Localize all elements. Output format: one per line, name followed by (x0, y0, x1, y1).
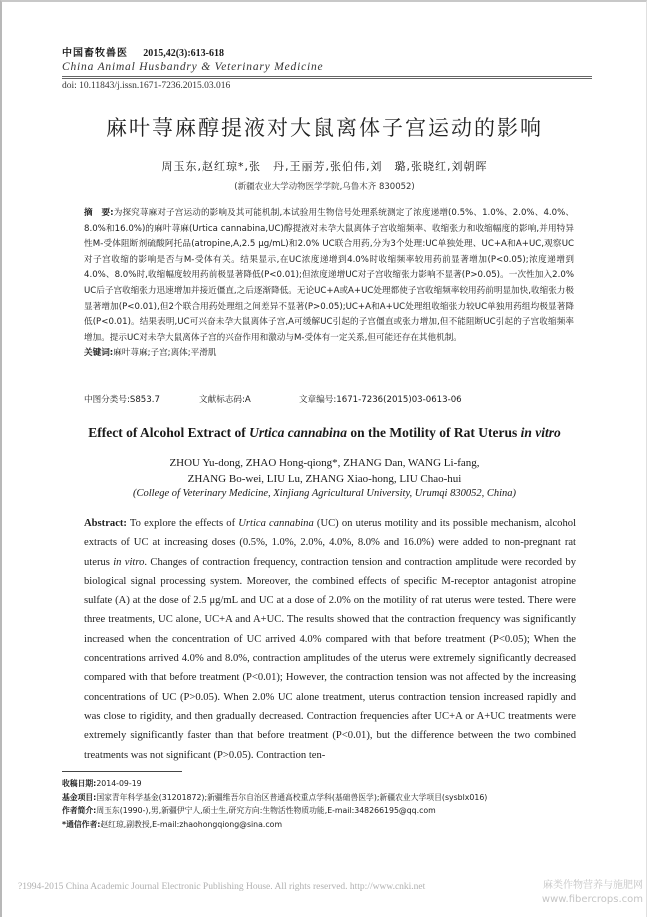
doc-code-value: A (244, 395, 251, 405)
abstract-en-text: (UC) on uterus motility and its possible mechanism, alcohol extracts of UC at increasing doses (0.5%, 1.0%, 2.0%, 4.0%, 8.0% and 16.0%) were added to non-pregnant rat uterus (84, 518, 577, 568)
affiliation-en: (College of Veterinary Medicine, Xinjiang Agricultural University, Urumqi 830052, China) (132, 488, 516, 499)
keywords-cn (84, 346, 574, 362)
title-en-invitro: in vitro (520, 425, 561, 440)
footnote-text: 周玉东(1990-),男,新疆伊宁人,硕士生,研究方向:生物活性物质功能,E-mail:348266195@qq.com (96, 806, 436, 816)
site-watermark (542, 879, 643, 907)
abstract-cn-label: 摘 要: (84, 208, 114, 218)
footnote-label: *通信作者: (62, 819, 101, 829)
title-en-species: Urtica cannabina (249, 425, 347, 440)
abstract-cn-text: 为探究荨麻对子宫运动的影响及其可能机制,本试验用生物信号处理系统测定了浓度递增(0.5%、1.0%、2.0%、4.0%、8.0%和16.0%)的麻叶荨麻(Urtica cannabina,UC)醇提液对未孕大鼠离体子宫收缩频率、收缩张力和收缩幅度的影响,并用特异性M-受体阻断剂硫酸阿托品(atropine,A,2.5 μg/mL)和2.0% UC联合用药,分为3个处理:UC单独处理、UC+A和A+UC,观察UC对子宫收缩的影响是否与M-受体有关。结果显示,在UC浓度递增到4.0%时收缩频率较用药前显著增加(P<0.05);浓度递增到4.0%、8.0%时,收缩幅度较用药前极显著降低(P<0.01);但浓度递增UC对子宫收缩张力影响不显著(P>0.05)。一次性加入2.0% UC后子宫收缩张力迅速增加并接近僵直,之后逐渐降低。无论UC+A或A+UC处理都使子宫收缩频率较用药前明显加快,收缩张力极显著增加(P<0.01),但2个联合用药处理组之间差异不显著(P>0.05);UC+A和A+UC处理组收缩张力较UC单独用药组均极显著降低(P<0.01)。结果表明,UC可兴奋未孕大鼠离体子宫,A可缓解UC引起的子宫僵直或张力增加,但不能阻断UC引起的子宫收缩频率增加。提示UC对未孕大鼠离体子宫的兴奋作用和激动与M-受体有一定关系,但可能还存在其他机制。 (84, 208, 575, 343)
article-number (299, 393, 462, 405)
footnote-rule (62, 771, 182, 772)
footnote-label: 作者简介: (62, 806, 97, 816)
footnotes (62, 777, 622, 831)
clc-label: 中图分类号: (84, 395, 130, 405)
footnote-label: 基金项目: (62, 792, 97, 802)
document-code (199, 393, 299, 405)
footnote-text: 国家青年科学基金(31201872);新疆维吾尔自治区普通高校重点学科(基础兽医学);新疆农业大学项目(sysblx016) (96, 792, 488, 802)
doc-code-label: 文献标志码: (199, 395, 245, 405)
header-rule (62, 76, 592, 79)
abstract-en-text: To explore the effects of (126, 518, 239, 529)
footnote-text: 2014-09-19 (96, 779, 142, 788)
journal-issue: 2015,42(3):613-618 (143, 48, 225, 59)
affiliation-cn: (新疆农业大学动物医学学院,乌鲁木齐 830052) (234, 182, 415, 192)
authors-en-line: ZHANG Bo-wei, LIU Lu, ZHANG Xiao-hong, LIU Chao-hui (187, 473, 462, 485)
title-cn: 麻叶荨麻醇提液对大鼠离体子宫运动的影响 (106, 116, 543, 140)
footnote-text: 赵红琼,副教授,E-mail:zhaohongqiong@sina.com (100, 819, 283, 829)
footnote-funding (62, 791, 622, 805)
title-en-part: Effect of Alcohol Extract of (88, 425, 250, 440)
footnote-label: 收稿日期: (62, 779, 97, 788)
footnote-corresponding (62, 818, 622, 832)
keywords-cn-label: 关键词: (84, 348, 114, 359)
footnote-received (62, 777, 622, 791)
journal-name-cn: 中国畜牧兽医 (62, 48, 128, 59)
footnote-author-bio (62, 804, 622, 818)
authors-cn: 周玉东,赵红琼*,张 丹,王丽芳,张伯伟,刘 璐,张晓红,刘朝晖 (161, 160, 488, 173)
clc-number (84, 393, 199, 405)
abstract-en-species: Urtica cannabina (238, 518, 314, 529)
clc-value: S853.7 (129, 395, 160, 405)
classification-info (84, 393, 574, 405)
authors-en-line: ZHOU Yu-dong, ZHAO Hong-qiong*, ZHANG Dan, WANG Li-fang, (169, 457, 480, 469)
abstract-en-label: Abstract: (84, 518, 127, 529)
abstract-en-text: . Changes of contraction frequency, contraction tension and contraction amplitude were recorded by biological signal processing system. Moreover, the combined effects of specific M-receptor antagonist atropine sulfate (A) at the dose of 2.5 μg/mL and UC at a dose of 2.0% on the motility of rat uterus were tested. There were three treatments, UC alone, UC+A and A+UC. The results showed that the contraction frequency was significantly increased when the concentration of UC arrived 4.0% compared with that before treatment (P<0.05); When the concentrations arrived 4.0% and 8.0%, contraction amplitudes of the uterus were extremely significantly decreased compared with that before treatment (P<0.01); However, the contraction tension was not affected by the increasing concentrations of UC (P>0.05). When 2.0% UC alone treatment, uterus contraction tension increased rapidly and was close to rigidity, and then gradually decreased. Contraction frequencies after UC+A or A+UC treatments were extremely significantly faster than that before treatment (P<0.01), but the difference between the two combined treatments was not significant (P>0.05). Contraction ten- (84, 556, 576, 761)
title-en-part: on the Motility of Rat Uterus (346, 425, 521, 440)
watermark-cn: 麻类作物营养与施肥网 (543, 880, 643, 891)
watermark-url: www.fibercrops.com (541, 894, 643, 905)
article-no-label: 文章编号: (299, 395, 337, 405)
title-en (0, 425, 649, 441)
keywords-cn-text: 麻叶荨麻;子宫;离体;平滑肌 (113, 348, 217, 359)
abstract-cn (84, 206, 574, 362)
authors-en (0, 455, 649, 487)
journal-header (62, 44, 592, 91)
doi[interactable]: doi: 10.11843/j.issn.1671-7236.2015.03.016 (62, 81, 231, 91)
copyright-notice: ?1994-2015 China Academic Journal Electronic Publishing House. All rights reserved. http://www.cnki.net (18, 882, 426, 892)
abstract-en (84, 514, 576, 765)
journal-name-en: China Animal Husbandry & Veterinary Medicine (62, 61, 324, 73)
abstract-en-invitro: in vitro (113, 556, 145, 568)
article-no-value: 1671-7236(2015)03-0613-06 (336, 395, 462, 405)
